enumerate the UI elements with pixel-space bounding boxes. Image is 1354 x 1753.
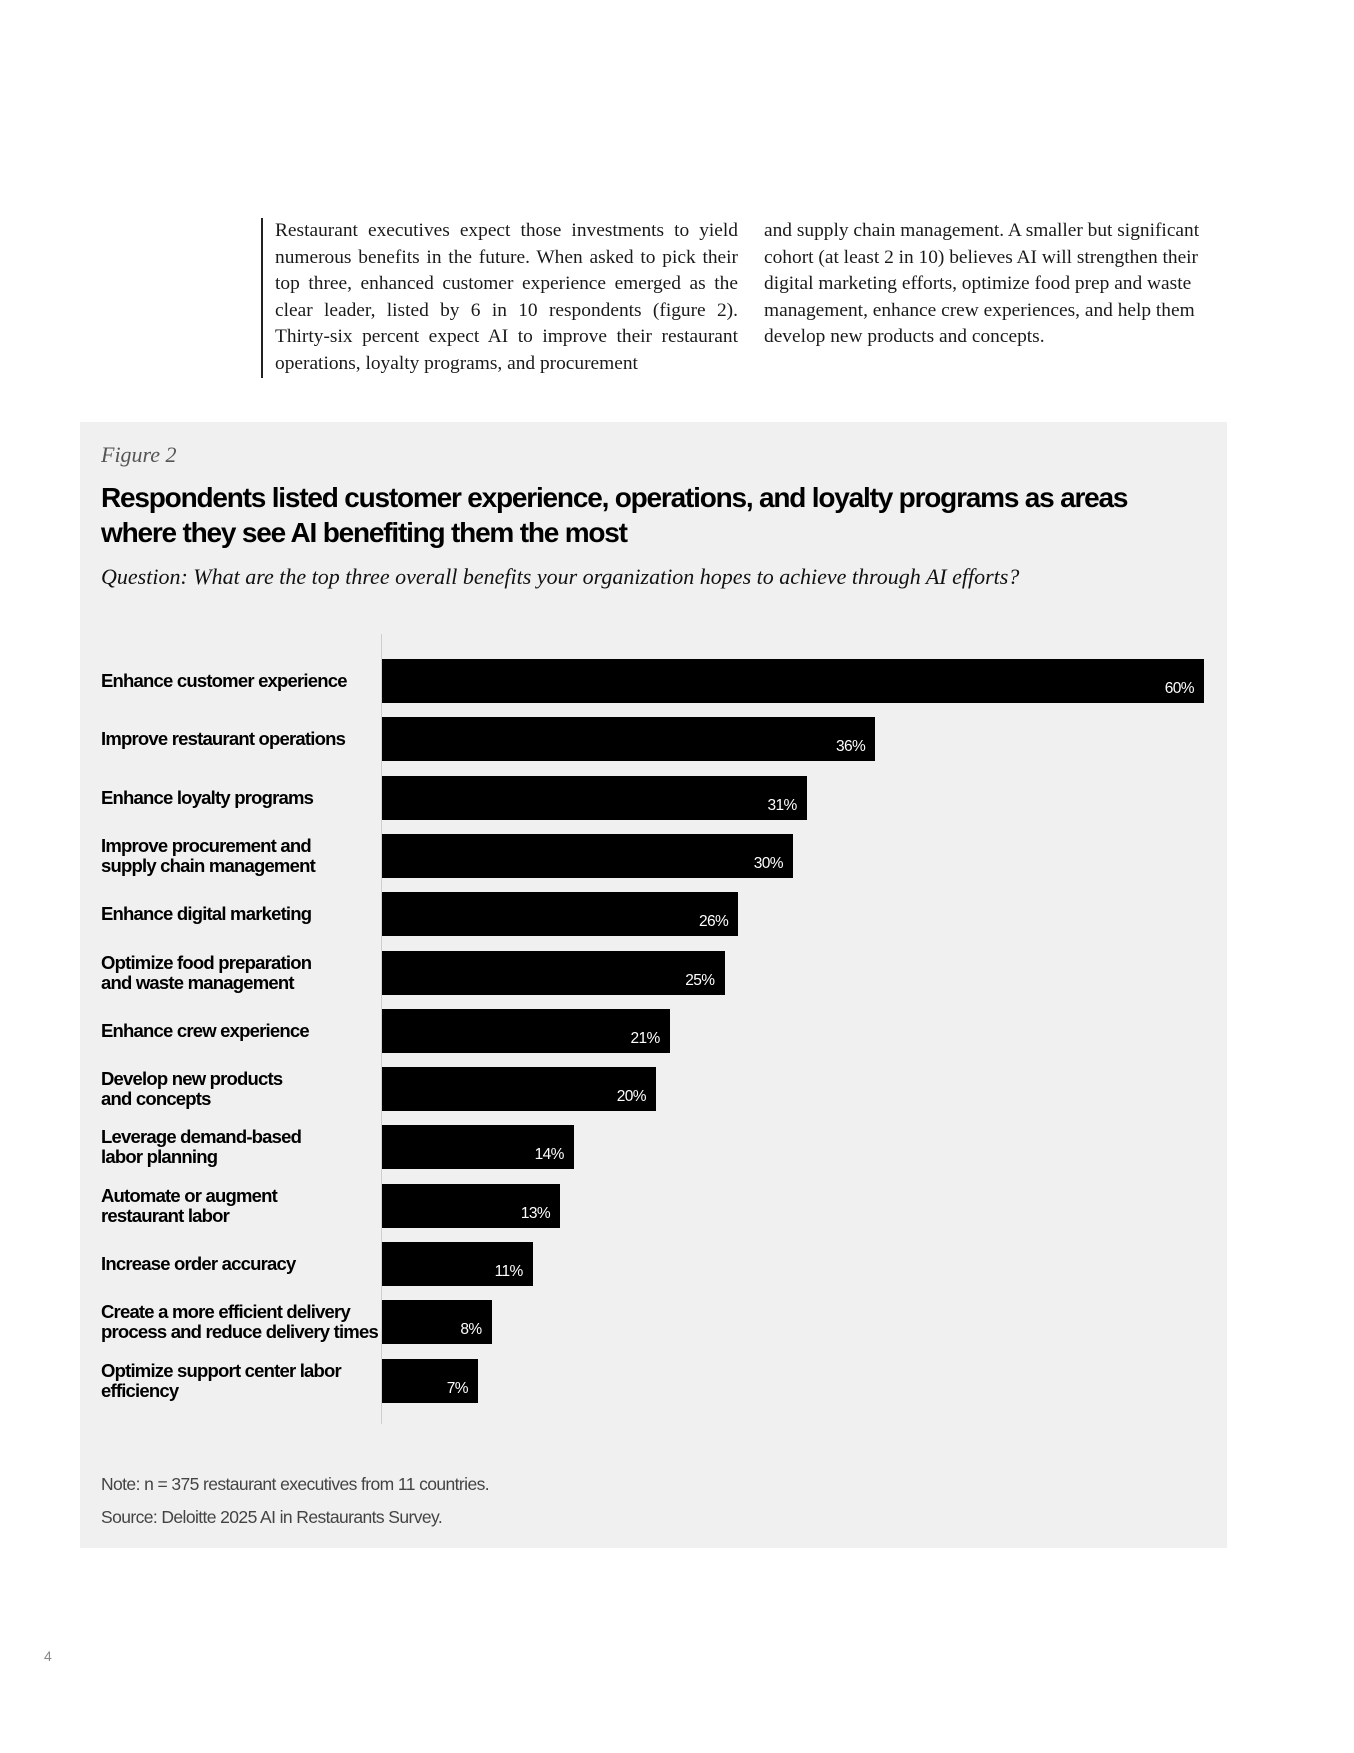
bar-value-label: 11%: [494, 1263, 523, 1280]
figure-title: Respondents listed customer experience, operations, and loyalty programs as areas where they see AI benefiting them the most: [101, 482, 1128, 548]
bar-value-label: 36%: [835, 738, 866, 756]
category-label: Automate or augment restaurant labor: [101, 1184, 277, 1226]
bar-value-label: 30%: [753, 854, 783, 872]
figure-panel: [80, 422, 1227, 1548]
intro-column-1: Restaurant executives expect those investments to yield numerous benefits in the future. When asked to pick their top three, enhanced customer experience emerged as the clear leader, listed by 6 in 10 respondents (figure 2). Thirty-six percent expect AI to improve their restaurant operations, loyalty programs, and procurement: [275, 220, 738, 374]
figure-note: Note: n = 375 restaurant executives from 11 countries.: [101, 1474, 489, 1494]
page-number: 4: [44, 1648, 52, 1664]
figure-label: Figure 2: [101, 442, 177, 467]
bar-value-label: 60%: [1164, 680, 1194, 697]
category-label: Leverage demand-based labor planning: [101, 1126, 302, 1168]
figure-question: Question: What are the top three overall benefits your organization hopes to achieve through AI efforts?: [101, 564, 1020, 589]
category-label: Enhance customer experience: [101, 670, 347, 691]
category-label: Develop new products and concepts: [101, 1068, 283, 1110]
category-label: Increase order accuracy: [101, 1253, 296, 1274]
bar: [382, 659, 1204, 703]
category-label: Create a more efficient delivery process and reduce delivery times: [101, 1301, 378, 1343]
figure-source: Source: Deloitte 2025 AI in Restaurants Survey.: [101, 1507, 443, 1527]
bar-value-label: 14%: [534, 1146, 564, 1164]
bar-value-label: 7%: [446, 1379, 468, 1397]
category-label: Improve procurement and supply chain management: [101, 834, 315, 876]
category-label: Enhance loyalty programs: [101, 786, 314, 808]
category-label: Enhance digital marketing: [101, 903, 312, 925]
bar-value-label: 25%: [685, 971, 715, 989]
bar-value-label: 13%: [520, 1204, 551, 1222]
bar-value-label: 20%: [616, 1088, 646, 1106]
bar-value-label: 26%: [698, 913, 729, 931]
category-label: Optimize support center labor efficiency: [101, 1359, 341, 1401]
bar: [382, 717, 875, 761]
intro-column-2: and supply chain management. A smaller but significant cohort (at least 2 in 10) believes AI will strengthen their digital marketing efforts, optimize food prep and waste management, enhance crew experiences, and help them develop new products and concepts.: [764, 220, 1200, 348]
category-label: Improve restaurant operations: [101, 728, 346, 750]
bar-value-label: 8%: [460, 1321, 482, 1339]
intro-text: [261, 218, 1227, 378]
bar-value-label: 21%: [630, 1029, 660, 1047]
bar-value-label: 31%: [767, 796, 797, 814]
category-label: Enhance crew experience: [101, 1019, 309, 1041]
category-label: Optimize food preparation and waste management: [101, 951, 312, 993]
